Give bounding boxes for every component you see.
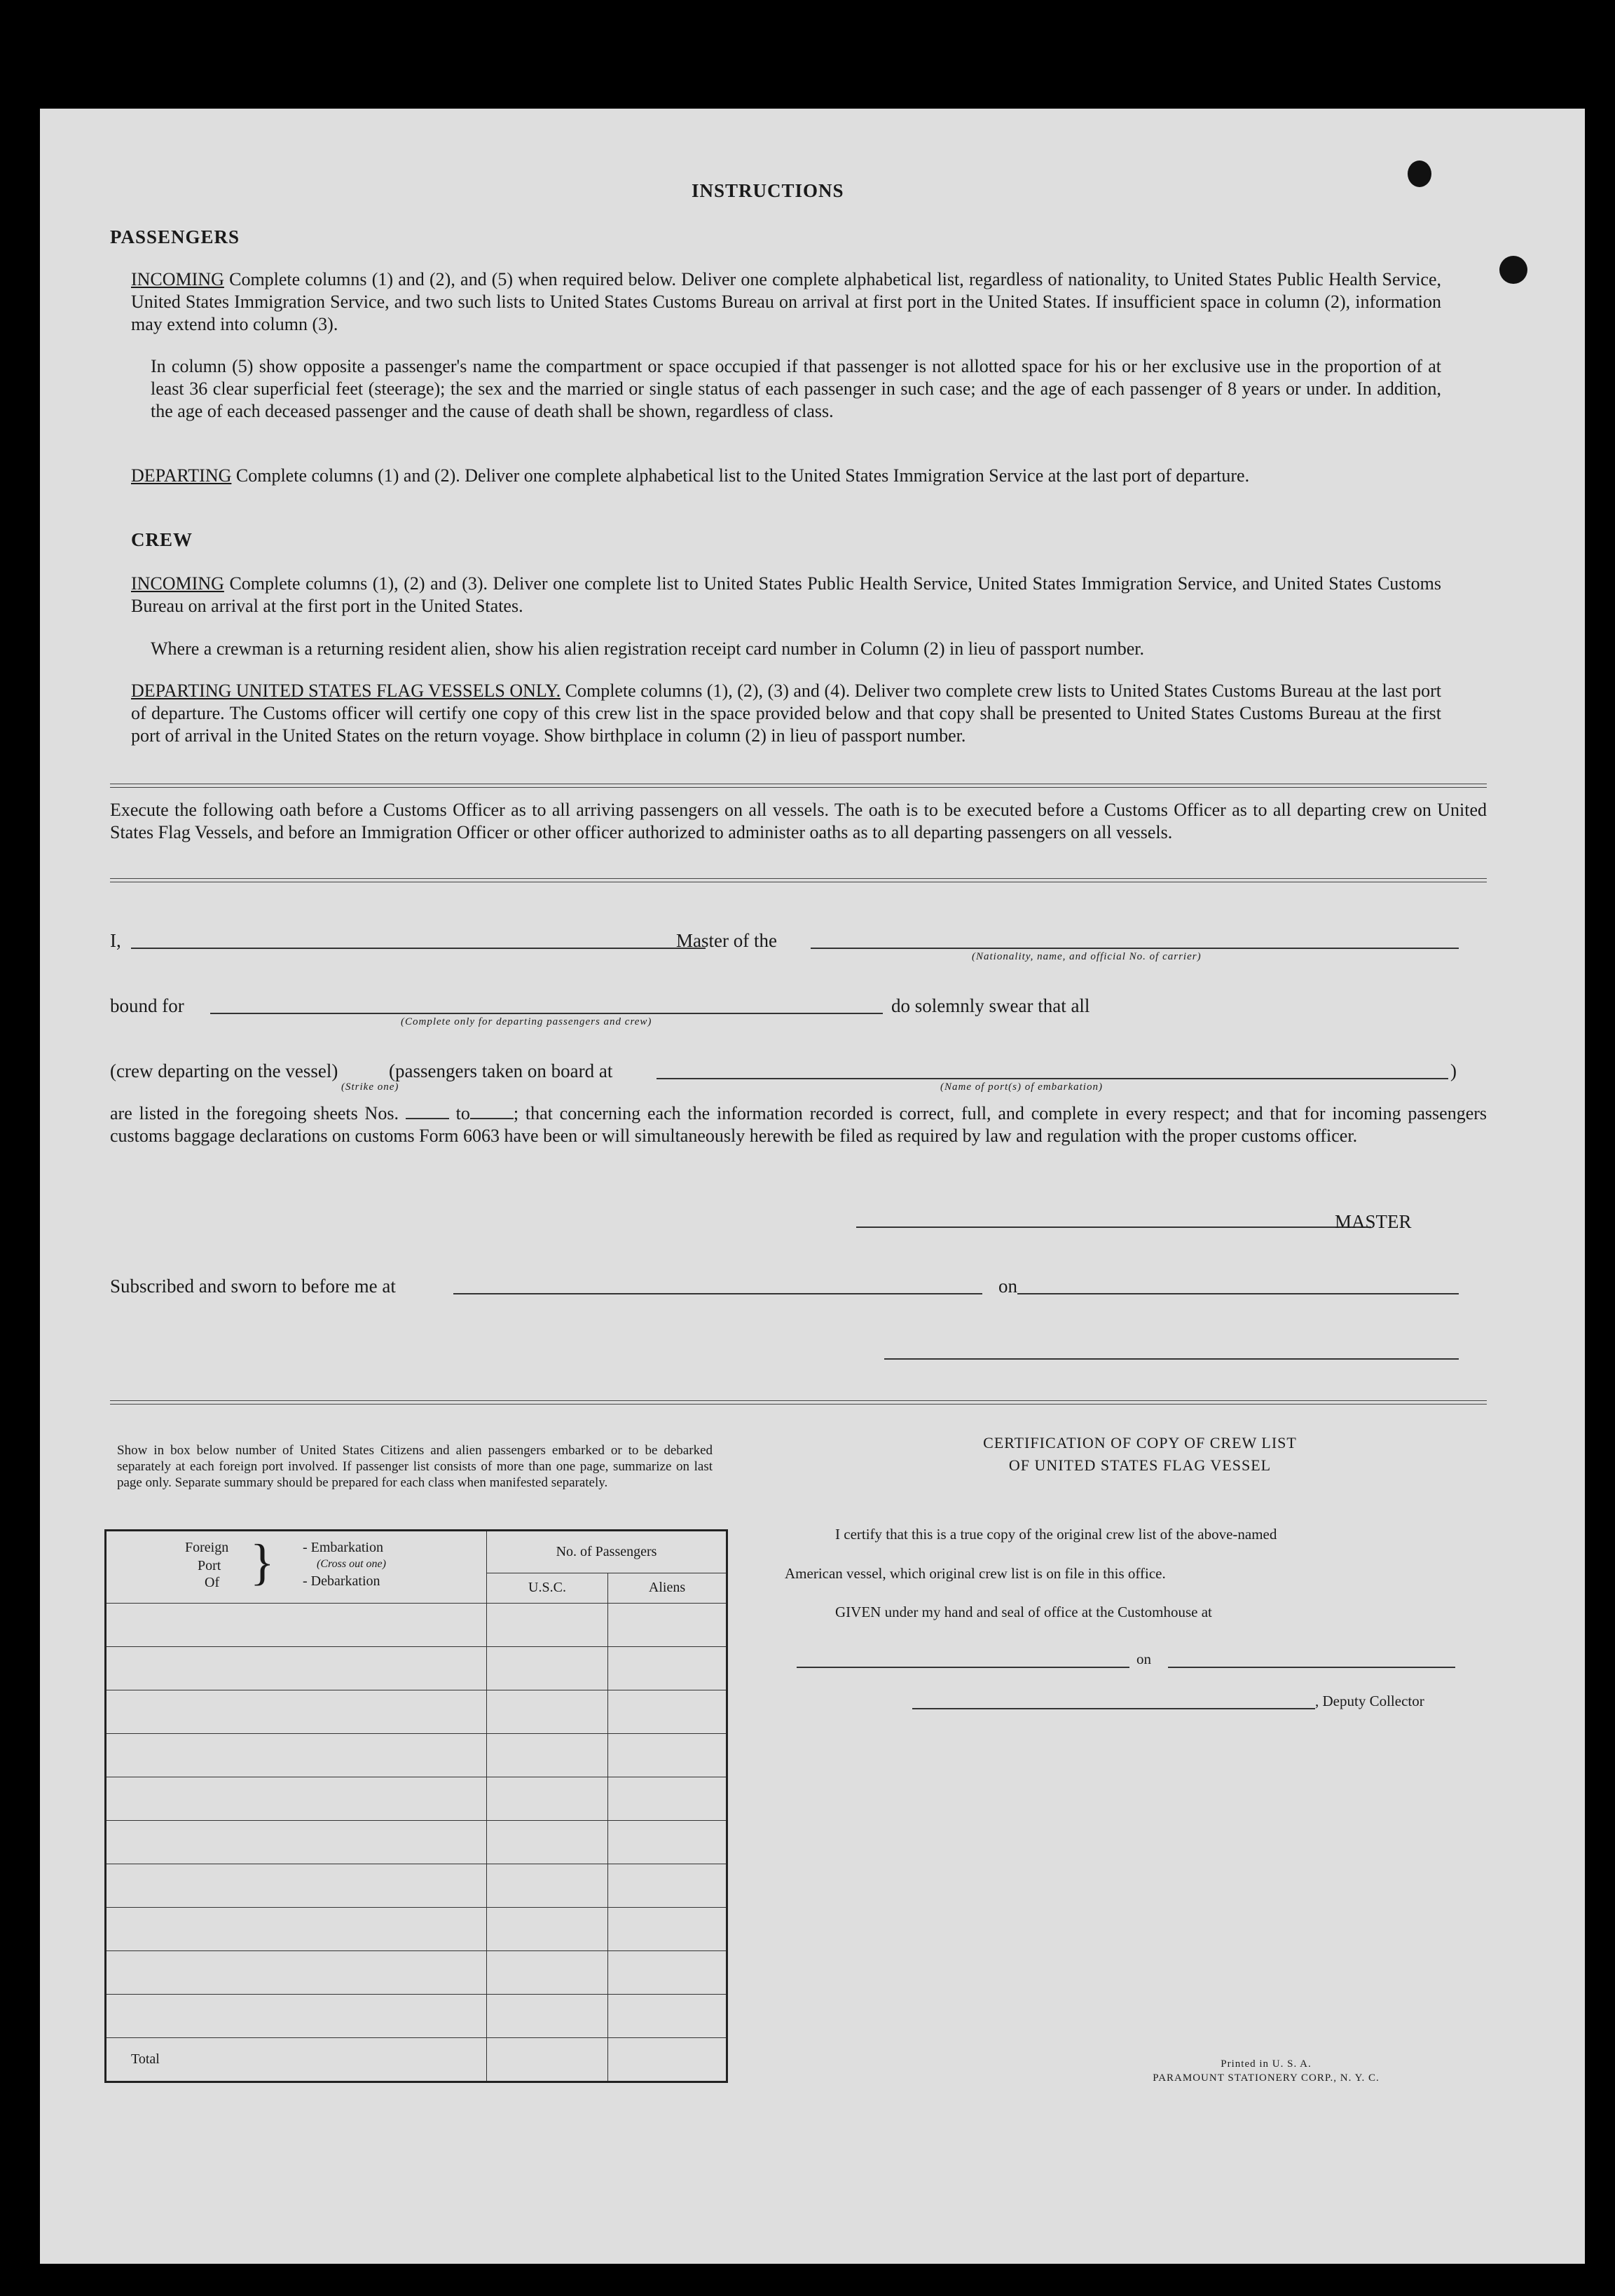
printer-line1: Printed in U. S. A.	[1221, 2058, 1312, 2070]
passengers-taken-option[interactable]: (passengers taken on board at	[389, 1060, 613, 1081]
table-row	[106, 1951, 727, 1995]
usc-cell[interactable]	[487, 1821, 608, 1864]
usc-cell[interactable]	[487, 1777, 608, 1821]
punch-hole-mark	[1499, 256, 1527, 284]
crew-incoming-label: INCOMING	[131, 573, 224, 594]
of-label: Of	[205, 1575, 220, 1590]
table-row	[106, 1908, 727, 1951]
table-row	[106, 1734, 727, 1777]
certification-on-label: on	[1136, 1651, 1151, 1667]
foreign-label: Foreign	[185, 1540, 229, 1555]
usc-cell[interactable]	[487, 1690, 608, 1734]
crew-departing-option[interactable]: (crew departing on the vessel)	[110, 1060, 338, 1081]
table-row	[106, 1604, 727, 1647]
bound-for-field[interactable]	[210, 1013, 883, 1014]
aliens-cell[interactable]	[608, 1690, 727, 1734]
bound-for-label: bound for	[110, 995, 184, 1016]
subscribed-date-field[interactable]	[1017, 1293, 1459, 1294]
page-title: INSTRUCTIONS	[692, 180, 844, 201]
embarkation-label[interactable]: - Embarkation	[303, 1540, 383, 1555]
divider	[110, 878, 1487, 882]
carrier-field[interactable]	[811, 948, 1459, 949]
aliens-cell[interactable]	[608, 1864, 727, 1908]
passengers-departing-instruction	[131, 465, 1441, 487]
table-row	[106, 1821, 727, 1864]
total-row	[106, 2038, 727, 2082]
divider	[110, 784, 1487, 788]
statement-rest: ; that concerning each the information recorded is correct, full, and complete in every respect; and that for incoming passengers customs baggage declarations on customs Form 6063 have been or will simultaneously herewith be filed as required by law and regulation with the proper customs officer.	[110, 1103, 1487, 1146]
master-label: MASTER	[1335, 1211, 1412, 1232]
aliens-total-cell[interactable]	[608, 2038, 727, 2082]
port-cell[interactable]	[106, 1604, 487, 1647]
listed-text: are listed in the foregoing sheets Nos.	[110, 1103, 399, 1123]
deputy-collector-label: , Deputy Collector	[1315, 1693, 1424, 1709]
certify-line2: American vessel, which original crew list is on file in this office.	[785, 1565, 1166, 1582]
usc-cell[interactable]	[487, 1647, 608, 1690]
subscribed-place-field[interactable]	[453, 1293, 982, 1294]
port-cell[interactable]	[106, 1690, 487, 1734]
crew-departing-label: DEPARTING UNITED STATES FLAG VESSELS ONLY.	[131, 681, 561, 701]
sheet-from-field[interactable]	[406, 1105, 449, 1119]
aliens-cell[interactable]	[608, 1995, 727, 2038]
port-cell[interactable]	[106, 1908, 487, 1951]
crew-resident-instruction: Where a crewman is a returning resident alien, show his alien registration receipt card number in Column (2) in lieu of passport number.	[151, 638, 1145, 659]
port-cell[interactable]	[106, 1777, 487, 1821]
total-label: Total	[106, 2038, 487, 2082]
swear-text: do solemnly swear that all	[891, 995, 1090, 1016]
certification-title	[790, 1432, 1490, 1477]
master-of-label: Master of the	[676, 930, 777, 951]
crew-incoming-instruction	[131, 573, 1441, 617]
ports-caption: (Name of port(s) of embarkation)	[940, 1081, 1103, 1093]
master-signature-field[interactable]	[856, 1226, 1371, 1228]
strike-caption: (Strike one)	[341, 1081, 399, 1093]
port-cell[interactable]	[106, 1734, 487, 1777]
punch-hole-mark	[1408, 160, 1431, 187]
passengers-incoming-text: Complete columns (1) and (2), and (5) when required below. Deliver one complete alphabetical list, regardless of nationality, to United States Public Health Service, United States Immigration Service, and two such lists to United States Customs Bureau on arrival at first port in the United States. If insufficient space in column (2), information may extend into column (3).	[131, 269, 1441, 334]
certification-title-line1: CERTIFICATION OF COPY OF CREW LIST	[983, 1434, 1297, 1451]
usc-cell[interactable]	[487, 1604, 608, 1647]
subscribed-label: Subscribed and sworn to before me at	[110, 1276, 396, 1297]
printer-line2: PARAMOUNT STATIONERY CORP., N. Y. C.	[1153, 2072, 1380, 2084]
usc-cell[interactable]	[487, 1951, 608, 1995]
port-cell[interactable]	[106, 1647, 487, 1690]
usc-total-cell[interactable]	[487, 2038, 608, 2082]
oath-i-label: I,	[110, 930, 121, 951]
table-row	[106, 1995, 727, 2038]
crew-heading: CREW	[131, 529, 193, 550]
certification-date-field[interactable]	[1168, 1667, 1455, 1668]
cross-out-label: (Cross out one)	[317, 1558, 386, 1570]
usc-cell[interactable]	[487, 1734, 608, 1777]
crew-departing-text: Complete columns (1), (2), (3) and (4). Deliver two complete crew lists to United States Customs Bureau at the last port of departure. The Customs officer will certify one copy of this crew list in the space provided below and that copy shall be presented to United States Customs Bureau at the first port of arrival in the United States on the return voyage. Show birthplace in column (2) in lieu of passport number.	[131, 681, 1441, 746]
table-row	[106, 1777, 727, 1821]
port-label: Port	[198, 1558, 221, 1573]
master-name-field[interactable]	[131, 948, 706, 949]
crew-incoming-text: Complete columns (1), (2) and (3). Deliver one complete list to United States Public Health Service, United States Immigration Service, and United States Customs Bureau on arrival at the first port in the United States.	[131, 573, 1441, 616]
summary-note: Show in box below number of United States Citizens and alien passengers embarked or to be debarked separately at each foreign port involved. If passenger list consists of more than one page, summarize on last page only. Separate summary should be prepared for each class when manifested separately.	[117, 1443, 713, 1490]
aliens-header: Aliens	[608, 1573, 727, 1603]
given-text: GIVEN under my hand and seal of office at the Customhouse at	[835, 1604, 1212, 1620]
aliens-cell[interactable]	[608, 1734, 727, 1777]
column5-instruction: In column (5) show opposite a passenger's name the compartment or space occupied if that passenger is not allotted space for his or her exclusive use in the proportion of at least 36 clear superficial feet (steerage); the sex and the married or single status of each passenger in such case; and the age of each passenger of 8 years or under. In addition, the age of each deceased passenger and the cause of death shall be shown, regardless of class.	[151, 356, 1441, 421]
usc-cell[interactable]	[487, 1864, 608, 1908]
bound-caption: (Complete only for departing passengers and crew)	[401, 1016, 652, 1027]
embarkation-port-field[interactable]	[657, 1078, 1448, 1079]
aliens-cell[interactable]	[608, 1647, 727, 1690]
port-cell[interactable]	[106, 1951, 487, 1995]
deputy-signature-field[interactable]	[912, 1708, 1315, 1709]
passengers-heading: PASSENGERS	[110, 226, 240, 247]
subscribed-on-label: on	[998, 1276, 1017, 1297]
passengers-departing-text: Complete columns (1) and (2). Deliver one complete alphabetical list to the United States Immigration Service at the last port of departure.	[231, 465, 1250, 486]
usc-header: U.S.C.	[487, 1573, 608, 1603]
oath-instruction: Execute the following oath before a Customs Officer as to all arriving passengers on all vessels. The oath is to be executed before a Customs Officer as to all departing crew on United States Flag Vessels, and before an Immigration Officer or other officer authorized to administer oaths as to all departing passengers on all vessels.	[110, 800, 1487, 842]
table-row	[106, 1864, 727, 1908]
passengers-incoming-instruction	[131, 268, 1441, 336]
customhouse-field[interactable]	[797, 1667, 1129, 1668]
table-row	[106, 1690, 727, 1734]
port-cell[interactable]	[106, 1864, 487, 1908]
port-header-cell	[106, 1531, 487, 1604]
aliens-cell[interactable]	[608, 1777, 727, 1821]
sheet-to-field[interactable]	[470, 1105, 514, 1119]
brace-icon: }	[250, 1534, 275, 1590]
aliens-cell[interactable]	[608, 1908, 727, 1951]
aliens-cell[interactable]	[608, 1951, 727, 1995]
aliens-cell[interactable]	[608, 1604, 727, 1647]
debarkation-label[interactable]: - Debarkation	[303, 1573, 380, 1589]
certify-line1: I certify that this is a true copy of the original crew list of the above-named	[835, 1526, 1277, 1543]
crew-departing-instruction	[131, 680, 1441, 747]
no-passengers-header: No. of Passengers	[487, 1531, 727, 1573]
form-page	[40, 109, 1585, 2264]
port-cell[interactable]	[106, 1821, 487, 1864]
oath-statement	[110, 1102, 1487, 1147]
officer-signature-field[interactable]	[884, 1358, 1459, 1360]
divider	[110, 1400, 1487, 1405]
usc-cell[interactable]	[487, 1908, 608, 1951]
departing-label: DEPARTING	[131, 465, 232, 486]
to-text: to	[455, 1103, 470, 1123]
aliens-cell[interactable]	[608, 1821, 727, 1864]
close-paren: )	[1450, 1060, 1457, 1081]
incoming-label: INCOMING	[131, 269, 224, 289]
nationality-caption: (Nationality, name, and official No. of carrier)	[972, 951, 1202, 962]
port-cell[interactable]	[106, 1995, 487, 2038]
printer-imprint	[1056, 2057, 1476, 2085]
table-row	[106, 1647, 727, 1690]
ports-summary-table	[104, 1529, 728, 2083]
certification-title-line2: OF UNITED STATES FLAG VESSEL	[1008, 1456, 1272, 1474]
usc-cell[interactable]	[487, 1995, 608, 2038]
